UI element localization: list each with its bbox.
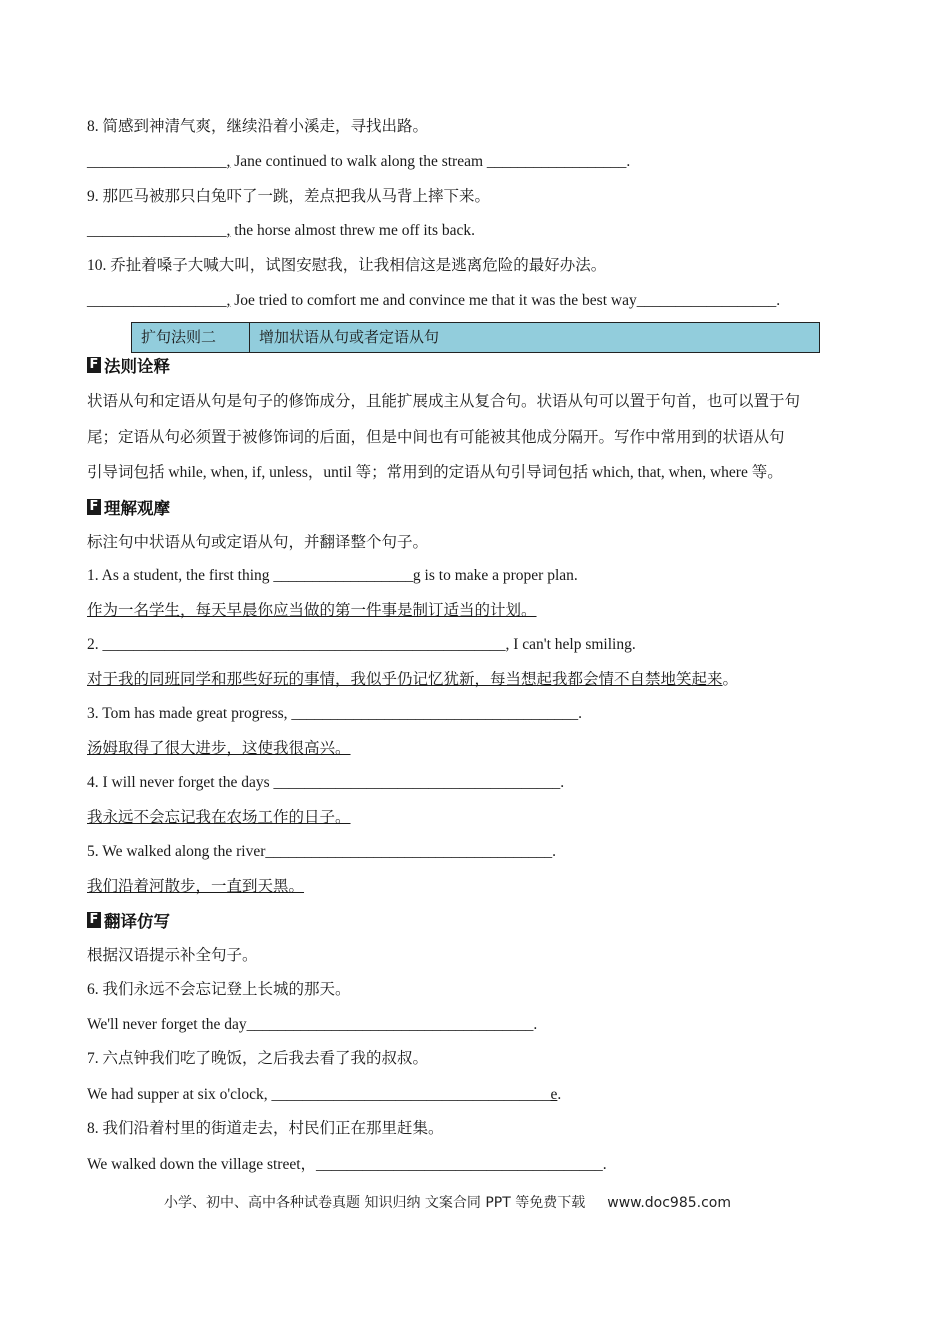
obs-q2-text-a: 2. <box>87 636 103 653</box>
q9-blank-a[interactable]: __________________ <box>87 222 227 239</box>
q10-english <box>87 291 780 311</box>
obs-q1-blank[interactable]: __________________ <box>273 567 413 584</box>
q10-chinese: 10. 乔扯着嗓子大喊大叫，试图安慰我，让我相信这是逃离危险的最好办法。 <box>87 257 607 274</box>
footer <box>164 1192 731 1212</box>
obs-q5-english <box>87 842 556 862</box>
q8-blank-a[interactable]: __________________ <box>87 153 227 170</box>
q10-period: . <box>776 292 781 309</box>
obs-q4-blank[interactable]: _____________________________________ <box>273 774 561 791</box>
section-explain-heading <box>87 354 170 376</box>
tr-q8-english <box>87 1155 607 1175</box>
obs-q2-chinese-text: 对于我的同班同学和那些好玩的事情，我似乎仍记忆犹新，每当想起我都会情不自禁地笑起来 <box>87 671 723 688</box>
f-icon: F <box>87 912 101 928</box>
q10-blank-b[interactable]: __________________ <box>636 292 777 309</box>
q9-text: the horse almost threw me off its back. <box>230 222 476 239</box>
tr-q7-tail: e <box>550 1086 558 1103</box>
explain-line-3: 引导词包括 while, when, if, unless，until 等；常用到的定语从句引导词包括 which, that, when, where 等。 <box>87 464 783 481</box>
q8-chinese: 8. 简感到神清气爽，继续沿着小溪走，寻找出路。 <box>87 118 429 135</box>
obs-q5-blank[interactable]: _____________________________________ <box>265 843 553 860</box>
f-icon: F <box>87 499 101 515</box>
tr-q6-text-a: We'll never forget the day <box>87 1016 247 1033</box>
q8-english <box>87 152 630 172</box>
obs-q2-blank[interactable]: ____________________________________________________ <box>102 636 506 653</box>
obs-q3-text-b: . <box>578 705 583 722</box>
obs-q3-english <box>87 704 582 724</box>
obs-q3-chinese: 汤姆取得了很大进步，这使我很高兴。 <box>87 740 351 757</box>
rule-bar-title: 增加状语从句或者定语从句 <box>259 328 440 346</box>
obs-q5-text-a: 5. We walked along the river <box>87 843 266 860</box>
obs-q4-text-a: 4. I will never forget the days <box>87 774 274 791</box>
obs-q1-chinese: 作为一名学生，每天早晨你应当做的第一件事是制订适当的计划。 <box>87 602 537 619</box>
footer-url[interactable]: www.doc985.com <box>607 1195 731 1211</box>
obs-q1-text-b: g is to make a proper plan. <box>412 567 578 584</box>
observe-instruction: 标注句中状语从句或定语从句，并翻译整个句子。 <box>87 534 429 551</box>
tr-q7-chinese: 7. 六点钟我们吃了晚饭，之后我去看了我的叔叔。 <box>87 1050 429 1067</box>
tr-q8-text-a: We walked down the village street， <box>87 1156 317 1173</box>
obs-q4-text-b: . <box>560 774 565 791</box>
explain-line-1: 状语从句和定语从句是句子的修饰成分，且能扩展成主从复合句。状语从句可以置于句首，也可以置于句 <box>87 393 801 410</box>
obs-q2-text-b: , I can't help smiling. <box>505 636 636 653</box>
tr-q6-english <box>87 1015 537 1035</box>
tr-q7-english <box>87 1085 561 1105</box>
tr-q8-chinese: 8. 我们沿着村里的街道走去，村民们正在那里赶集。 <box>87 1120 444 1137</box>
section-observe-heading <box>87 496 170 518</box>
tr-q8-blank[interactable]: _____________________________________ <box>316 1156 603 1173</box>
q9-comma: , <box>226 222 231 239</box>
q8-text: Jane continued to walk along the stream <box>230 153 487 170</box>
f-icon: F <box>87 357 101 373</box>
rule-bar-label: 扩句法则二 <box>132 323 250 352</box>
tr-q7-text-b: . <box>557 1086 562 1103</box>
section-translate-title: 翻译仿写 <box>104 912 170 931</box>
obs-q2-chinese-end: 。 <box>722 671 739 688</box>
q10-text: Joe tried to comfort me and convince me that it was the best way <box>230 292 637 309</box>
q8-comma: , <box>226 153 231 170</box>
q9-english <box>87 221 475 241</box>
rule-bar <box>131 322 820 353</box>
translate-instruction: 根据汉语提示补全句子。 <box>87 947 258 964</box>
section-explain-title: 法则诠释 <box>104 357 170 376</box>
obs-q5-text-b: . <box>552 843 557 860</box>
tr-q6-text-b: . <box>533 1016 538 1033</box>
tr-q7-blank[interactable]: ____________________________________ <box>271 1086 551 1103</box>
tr-q7-text-a: We had supper at six o'clock, <box>87 1086 272 1103</box>
q10-blank-a[interactable]: __________________ <box>87 292 227 309</box>
q10-comma: , <box>226 292 231 309</box>
obs-q4-english <box>87 773 564 793</box>
explain-line-2: 尾；定语从句必须置于被修饰词的后面，但是中间也有可能被其他成分隔开。写作中常用到的状语从句 <box>87 429 785 446</box>
obs-q3-blank[interactable]: _____________________________________ <box>291 705 579 722</box>
q9-chinese: 9. 那匹马被那只白兔吓了一跳，差点把我从马背上摔下来。 <box>87 188 491 205</box>
footer-text: 小学、初中、高中各种试卷真题 知识归纳 文案合同 PPT 等免费下载 <box>164 1195 586 1211</box>
obs-q4-chinese: 我永远不会忘记我在农场工作的日子。 <box>87 809 351 826</box>
section-translate-heading <box>87 909 170 931</box>
obs-q2-chinese <box>87 670 738 690</box>
q8-period: . <box>626 153 631 170</box>
tr-q8-text-b: . <box>602 1156 607 1173</box>
section-observe-title: 理解观摩 <box>104 499 170 518</box>
obs-q3-text-a: 3. Tom has made great progress, <box>87 705 292 722</box>
obs-q1-text-a: 1. As a student, the first thing <box>87 567 274 584</box>
tr-q6-chinese: 6. 我们永远不会忘记登上长城的那天。 <box>87 981 351 998</box>
q8-blank-b[interactable]: __________________ <box>486 153 627 170</box>
obs-q1-english <box>87 566 578 586</box>
tr-q6-blank[interactable]: _____________________________________ <box>246 1016 534 1033</box>
obs-q5-chinese: 我们沿着河散步，一直到天黑。 <box>87 878 305 895</box>
obs-q2-english <box>87 635 636 655</box>
